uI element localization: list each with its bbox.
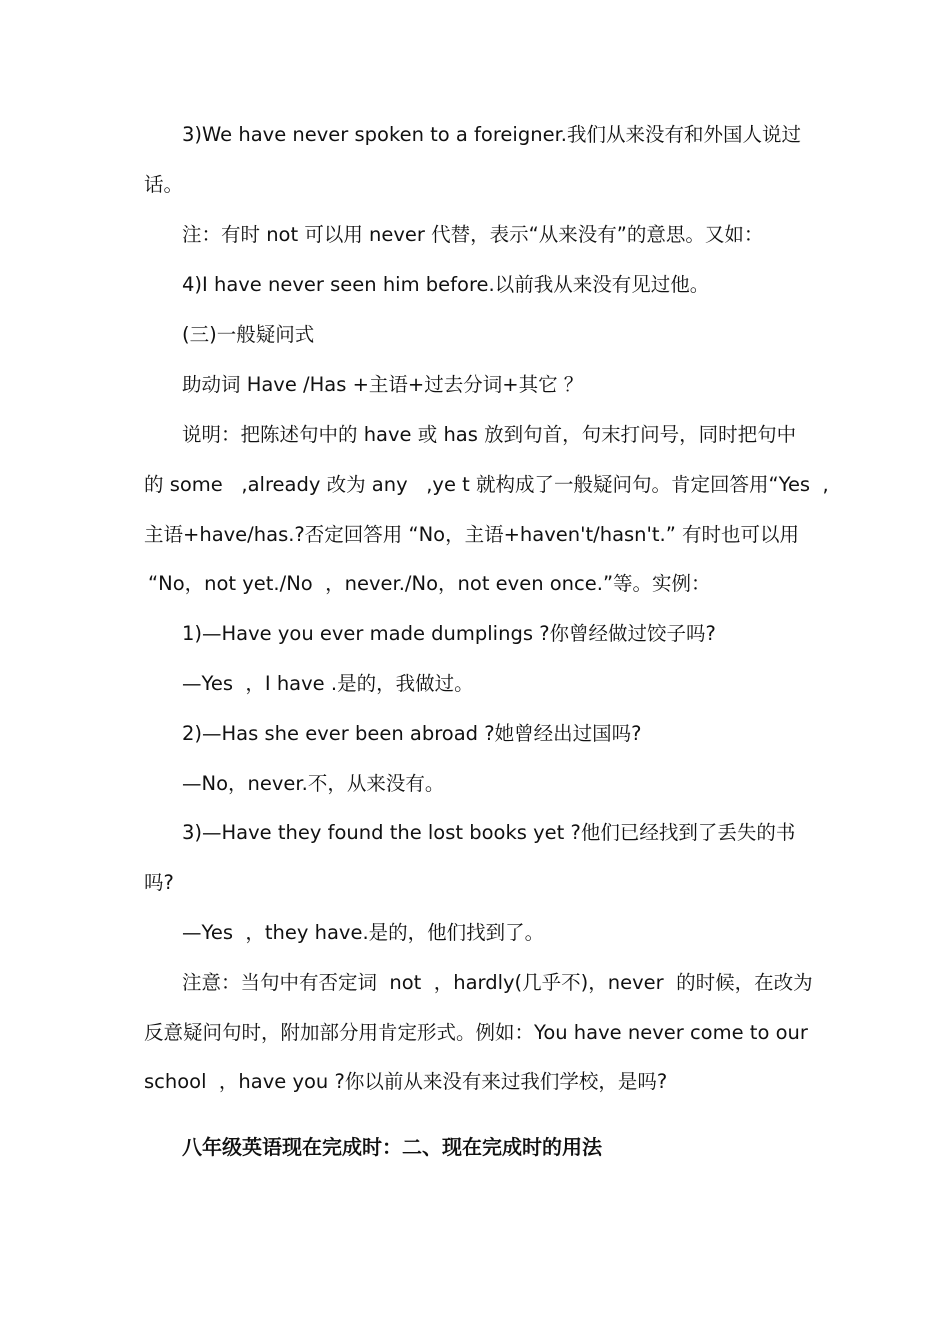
example-line-6: 吗? xyxy=(144,871,174,894)
note-line-3: school ，have you ?你以前从来没有来过我们学校，是吗? xyxy=(144,1070,668,1093)
note-line-2: 反意疑问句时，附加部分用肯定形式。例如：You have never come to our xyxy=(144,1021,808,1044)
paragraph-line-8: 的 some ,already 改为 any ,ye t 就构成了一般疑问句。肯定回答用“Yes , xyxy=(144,473,829,496)
paragraph-line-2: 话。 xyxy=(144,173,184,196)
paragraph-line-3: 注：有时 not 可以用 never 代替，表示“从来没有”的意思。又如： xyxy=(182,223,764,246)
paragraph-line-10: “No，not yet./No ，never./No，not even once.”等。实例： xyxy=(148,572,711,595)
paragraph-line-7: 说明：把陈述句中的 have 或 has 放到句首，句末打问号，同时把句中 xyxy=(182,423,797,446)
paragraph-line-4: 4)I have never seen him before.以前我从来没有见过他。 xyxy=(182,273,710,296)
example-line-2: —Yes ，I have .是的，我做过。 xyxy=(182,672,474,695)
example-line-1: 1)—Have you ever made dumplings ?你曾经做过饺子吗? xyxy=(182,622,716,645)
paragraph-line-9: 主语+have/has.?否定回答用 “No，主语+haven't/hasn't.” 有时也可以用 xyxy=(144,523,800,546)
section-heading: 八年级英语现在完成时：二、现在完成时的用法 xyxy=(182,1135,602,1159)
example-line-4: —No，never.不，从来没有。 xyxy=(182,772,445,795)
note-line-1: 注意：当句中有否定词 not ，hardly(几乎不)，never 的时候，在改为 xyxy=(182,971,813,994)
subsection-heading: (三)一般疑问式 xyxy=(182,323,315,346)
example-line-7: —Yes ，they have.是的，他们找到了。 xyxy=(182,921,545,944)
formula-line: 助动词 Have /Has +主语+过去分词+其它 ？ xyxy=(182,373,584,396)
example-line-5: 3)—Have they found the lost books yet ?他们已经找到了丢失的书 xyxy=(182,821,796,844)
paragraph-line-1: 3)We have never spoken to a foreigner.我们从来没有和外国人说过 xyxy=(182,123,802,146)
example-line-3: 2)—Has she ever been abroad ?她曾经出过国吗? xyxy=(182,722,642,745)
